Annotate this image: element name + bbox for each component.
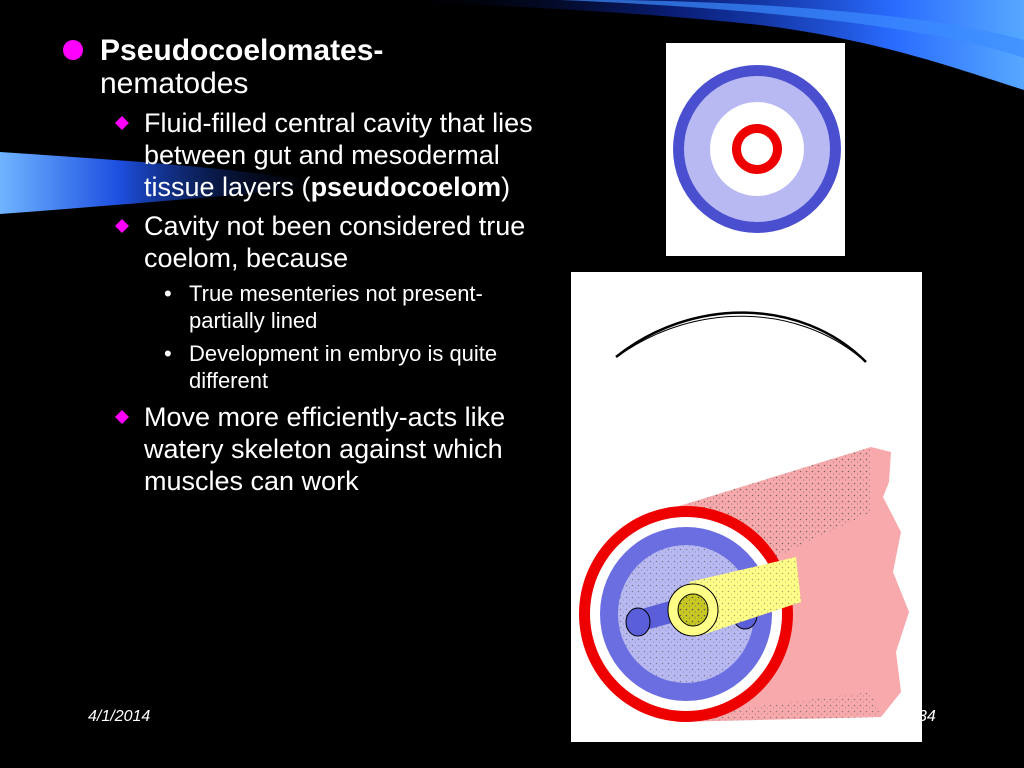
cross-section-diagram	[666, 43, 845, 256]
bullet-disc-icon	[62, 34, 100, 65]
footer-date: 4/1/2014	[88, 708, 151, 725]
sub-bullet-item	[164, 340, 542, 394]
diamond-bullet-icon	[114, 401, 144, 430]
sub-bullet-item	[164, 280, 542, 334]
title-bullet	[62, 34, 542, 100]
bullet-item	[114, 401, 542, 497]
slide-title: Pseudocoelomates-	[100, 34, 384, 67]
bullet-text: Move more efficiently-acts like watery skeleton against which muscles can work	[144, 402, 506, 496]
dot-bullet-icon: •	[164, 341, 172, 366]
term-pseudocoelom: pseudocoelom	[310, 172, 502, 202]
pseudocoelomate-body-plan-illustration	[571, 272, 922, 742]
sub-bullet-text: True mesenteries not present-partially lined	[189, 281, 483, 333]
slide-subtitle: nematodes	[100, 67, 249, 100]
dot-bullet-icon: •	[164, 281, 172, 306]
sub-bullet-text: Development in embryo is quite different	[189, 341, 498, 393]
bullet-item	[114, 210, 542, 274]
diamond-bullet-icon	[114, 107, 144, 136]
bullet-item	[114, 107, 542, 203]
slide-number: 34	[918, 708, 936, 725]
bullet-text: Fluid-filled central cavity that lies between gut and mesodermal tissue layers (pseudocoelom)	[144, 108, 533, 202]
bullet-text: Cavity not been considered true coelom, because	[144, 211, 526, 273]
slide-body	[62, 34, 542, 497]
diamond-bullet-icon	[114, 210, 144, 239]
